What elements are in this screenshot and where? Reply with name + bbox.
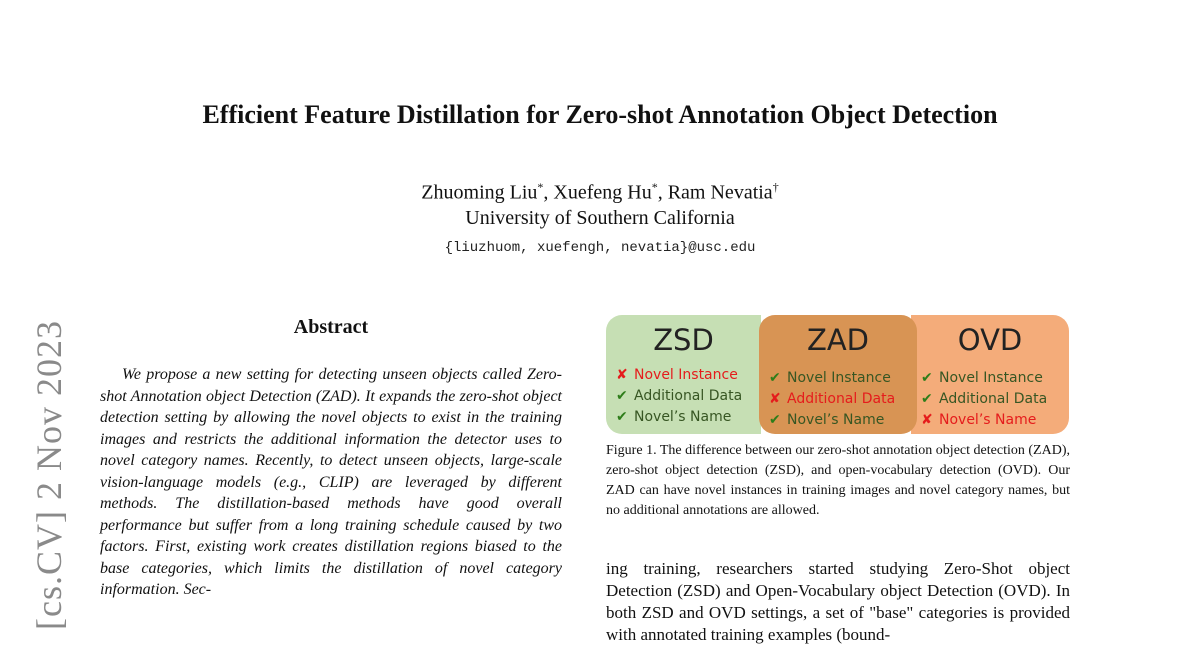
author-email: {liuzhuom, xuefengh, nevatia}@usc.edu	[444, 240, 756, 256]
cross-icon: ✘	[769, 391, 781, 407]
zsd-item	[616, 407, 742, 428]
author-name: Ram Nevatia	[667, 181, 773, 204]
author-name: Zhuoming Liu	[421, 181, 538, 204]
abstract-text: We propose a new setting for detecting unseen objects called Zero-shot Annotation object Detection (ZAD). It expands the zero-shot object detection setting by allowing the novel objects to exist in the training images and restricts the additional information the detector uses to novel category names. Recently, to detect unseen objects, large-scale vision-language models (e.g., CLIP) are leveraged by different methods. The distillation-based methods have good overall performance but suffer from a long training schedule caused by two factors. First, existing work creates distillation regions biased to the base categories, which limits the distillation of novel category information. Sec-	[100, 366, 562, 598]
zad-title: ZAD	[806, 323, 870, 357]
item-label: Additional Data	[787, 391, 896, 407]
item-label: Novel’s Name	[634, 409, 732, 425]
abstract-heading: Abstract	[293, 316, 369, 338]
zsd-item	[616, 365, 742, 386]
ovd-items	[921, 368, 1047, 431]
author-separator: ,	[657, 181, 668, 204]
check-icon: ✔	[769, 412, 781, 428]
zad-item	[769, 389, 895, 410]
zad-items	[769, 368, 895, 431]
author-name: Xuefeng Hu	[553, 181, 652, 204]
author-list	[0, 180, 1200, 205]
author-mark: †	[772, 180, 779, 194]
paper-title: Efficient Feature Distillation for Zero-shot Annotation Object Detection	[202, 100, 998, 129]
item-label: Novel Instance	[634, 367, 738, 383]
check-icon: ✔	[921, 391, 933, 407]
figure-1-diagram	[606, 315, 1069, 434]
item-label: Additional Data	[634, 388, 743, 404]
cross-icon: ✘	[616, 367, 628, 383]
body-paragraph: ing training, researchers started studying Zero-Shot object Detection (ZSD) and Open-Vocabulary object Detection (OVD). In both ZSD and OVD settings, a set of "base" categories is provided with annotated training examples (bound-	[606, 559, 1070, 644]
ovd-title: OVD	[957, 323, 1023, 357]
item-label: Novel’s Name	[939, 412, 1037, 428]
ovd-item	[921, 389, 1047, 410]
arxiv-stamp	[26, 312, 72, 637]
item-label: Additional Data	[939, 391, 1048, 407]
affiliation: University of Southern California	[465, 207, 735, 229]
zad-panel	[759, 315, 917, 434]
arxiv-stamp-text: [cs.CV] 2 Nov 2023	[29, 319, 69, 630]
check-icon: ✔	[921, 370, 933, 386]
zsd-panel	[606, 315, 761, 434]
zad-item	[769, 410, 895, 431]
author-separator: ,	[543, 181, 554, 204]
zsd-items	[616, 365, 742, 428]
item-label: Novel Instance	[939, 370, 1043, 386]
item-label: Novel Instance	[787, 370, 891, 386]
author-mark: *	[651, 180, 658, 194]
check-icon: ✔	[769, 370, 781, 386]
check-icon: ✔	[616, 388, 628, 404]
zsd-title: ZSD	[653, 323, 714, 357]
abstract-body	[100, 364, 562, 601]
author-mark: *	[537, 180, 544, 194]
cross-icon: ✘	[921, 412, 933, 428]
ovd-panel	[911, 315, 1069, 434]
zad-item	[769, 368, 895, 389]
ovd-item	[921, 410, 1047, 431]
check-icon: ✔	[616, 409, 628, 425]
figure-caption: Figure 1. The difference between our zero-shot annotation object detection (ZAD), zero-shot object detection (ZSD), and open-vocabulary detection (OVD). Our ZAD can have novel instances in training images and novel category names, but no additional annotations are allowed.	[606, 443, 1070, 518]
zsd-item	[616, 386, 742, 407]
item-label: Novel’s Name	[787, 412, 885, 428]
ovd-item	[921, 368, 1047, 389]
